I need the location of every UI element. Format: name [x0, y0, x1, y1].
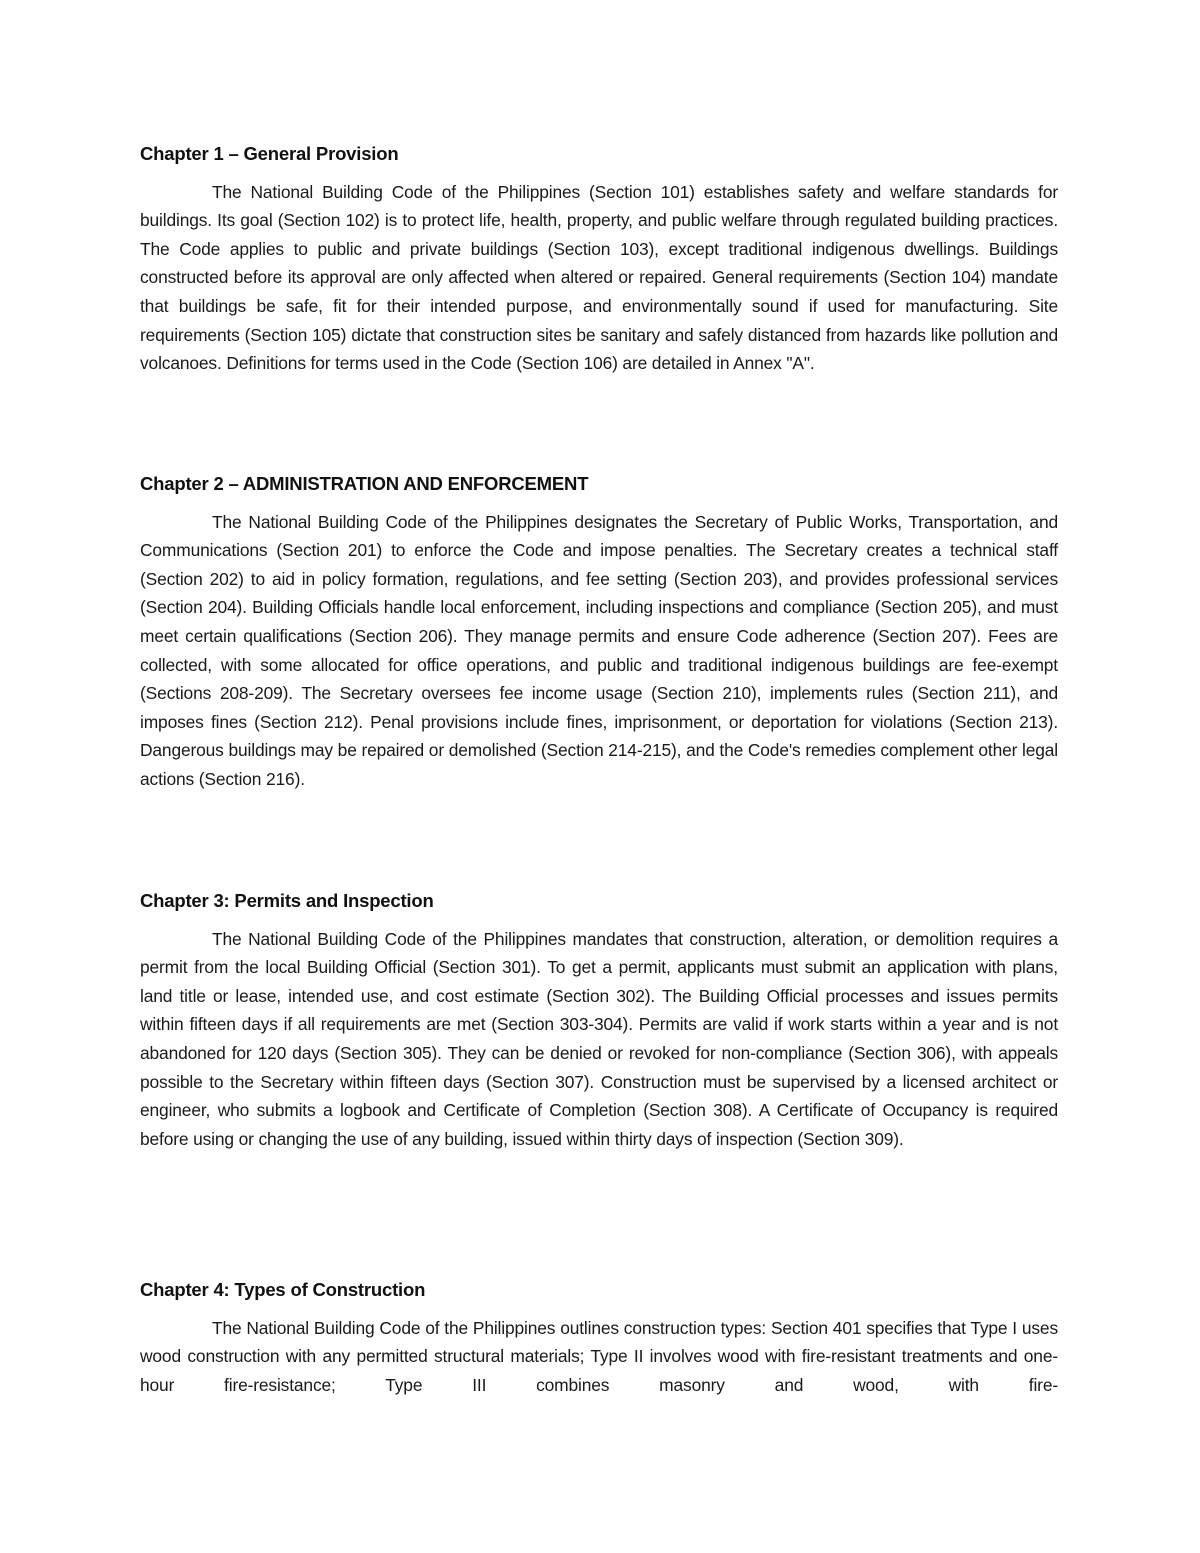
chapter-3-heading: Chapter 3: Permits and Inspection	[140, 890, 434, 911]
chapter-3-body: The National Building Code of the Philippines mandates that construction, alteration, or demolition requires a permit from the local Building Official (Section 301). To get a permit, applicants must submit an application with plans, land title or lease, intended use, and cost estimate (Section 302). The Building Official processes and issues permits within fifteen days if all requirements are met (Section 303-304). Permits are valid if work starts within a year and is not abandoned for 120 days (Section 305). They can be denied or revoked for non-compliance (Section 306), with appeals possible to the Secretary within fifteen days (Section 307). Construction must be supervised by a licensed architect or engineer, who submits a logbook and Certificate of Completion (Section 308). A Certificate of Occupancy is required before using or changing the use of any building, issued within thirty days of inspection (Section 309).	[140, 928, 1058, 1149]
chapter-3-section	[140, 887, 1058, 1276]
chapter-4-heading: Chapter 4: Types of Construction	[140, 1279, 426, 1300]
chapter-2-heading: Chapter 2 – ADMINISTRATION AND ENFORCEMENT	[140, 473, 589, 494]
chapter-1-section	[140, 140, 1058, 470]
chapter-2-section	[140, 470, 1058, 887]
chapter-4-section	[140, 1276, 1058, 1436]
chapter-4-body: The National Building Code of the Philippines outlines construction types: Section 401 specifies that Type I uses wood construction with any permitted structural materials; Type II involves wood with fire-resistant treatments and one-hour fire-resistance; Type III combines masonry and wood, with fire-	[140, 1317, 1058, 1395]
chapter-2-body: The National Building Code of the Philippines designates the Secretary of Public Works, Transportation, and Communications (Section 201) to enforce the Code and impose penalties. The Secretary creates a technical staff (Section 202) to aid in policy formation, regulations, and fee setting (Section 203), and provides professional services (Section 204). Building Officials handle local enforcement, including inspections and compliance (Section 205), and must meet certain qualifications (Section 206). They manage permits and ensure Code adherence (Section 207). Fees are collected, with some allocated for office operations, and public and traditional indigenous buildings are fee-exempt (Sections 208-209). The Secretary oversees fee income usage (Section 210), implements rules (Section 211), and imposes fines (Section 212). Penal provisions include fines, imprisonment, or deportation for violations (Section 213). Dangerous buildings may be repaired or demolished (Section 214-215), and the Code's remedies complement other legal actions (Section 216).	[140, 511, 1058, 789]
chapter-1-heading: Chapter 1 – General Provision	[140, 143, 399, 164]
chapter-1-body: The National Building Code of the Philippines (Section 101) establishes safety and welfare standards for buildings. Its goal (Section 102) is to protect life, health, property, and public welfare through regulated building practices. The Code applies to public and private buildings (Section 103), except traditional indigenous dwellings. Buildings constructed before its approval are only affected when altered or repaired. General requirements (Section 104) mandate that buildings be safe, fit for their intended purpose, and environmentally sound if used for manufacturing. Site requirements (Section 105) dictate that construction sites be sanitary and safely distanced from hazards like pollution and volcanoes. Definitions for terms used in the Code (Section 106) are detailed in Annex "A".	[140, 181, 1058, 374]
document-page	[140, 140, 1058, 1436]
